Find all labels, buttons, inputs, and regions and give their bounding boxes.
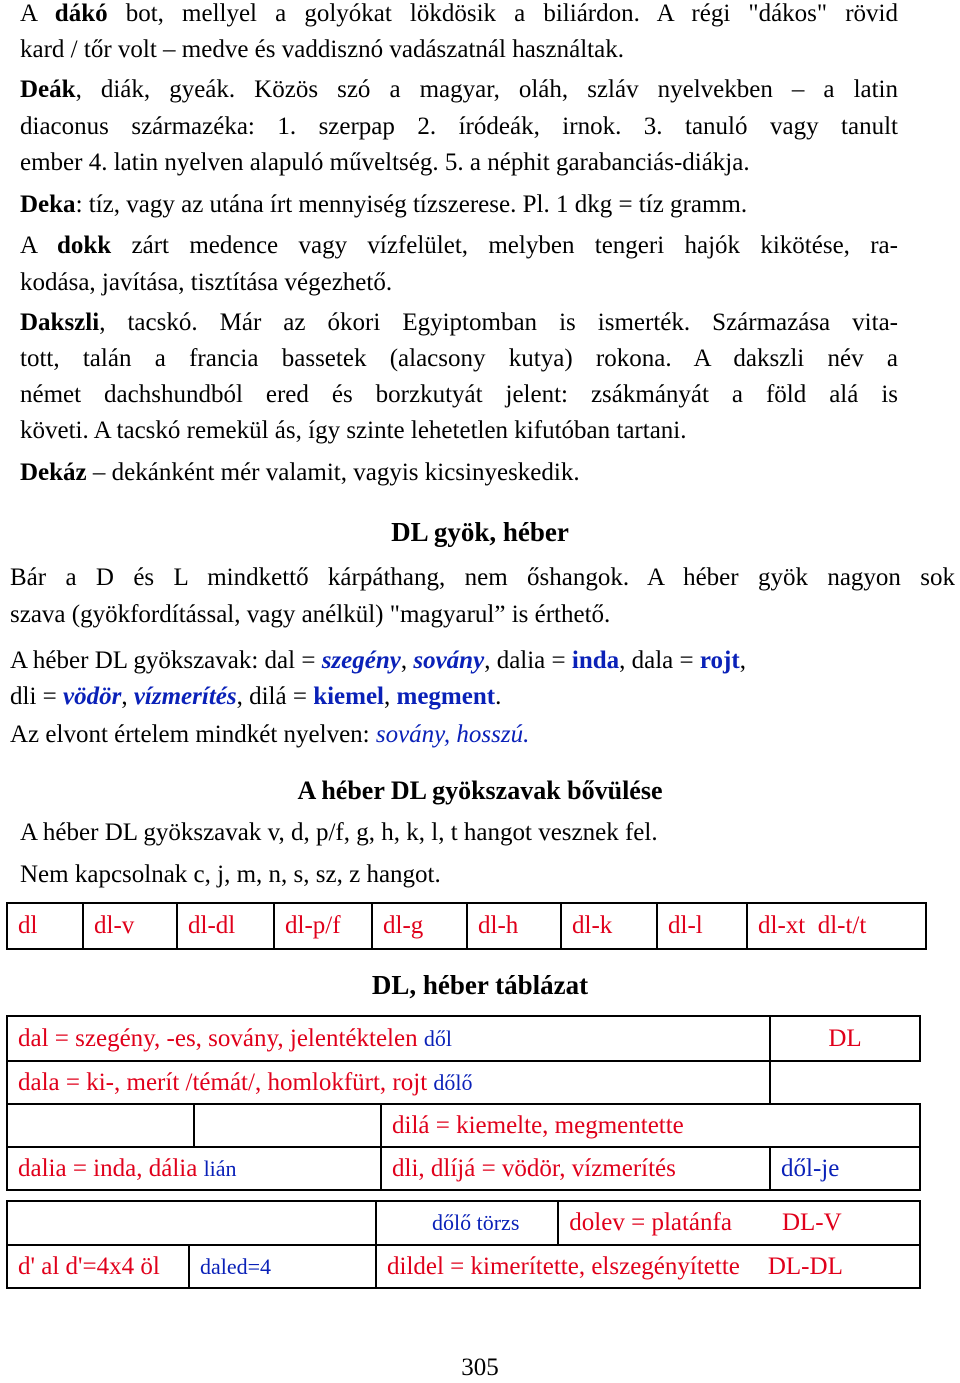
table-row	[7, 1147, 920, 1190]
table-heading: DL, héber táblázat	[371, 970, 589, 1000]
table-cell-empty	[194, 1104, 381, 1147]
page-number: 305	[461, 1354, 499, 1381]
word-vodor: vödör	[63, 683, 122, 710]
table-cell: dala = ki-, merít /témát/, homlokfürt, rojt dőlő	[7, 1061, 770, 1104]
table-cell: d' al d'=4x4 öl	[7, 1245, 189, 1288]
small-gloss: dőlő törzs	[432, 1210, 520, 1235]
root-cell: dl-dl	[177, 903, 274, 949]
deak-line-2: diaconus származéka: 1. szerpap 2. íródeák, irnok. 3. tanuló vagy tanult	[20, 113, 898, 140]
root-cell: dl	[7, 903, 83, 949]
word-megment: megment	[396, 683, 496, 710]
word-kiemel: kiemel	[313, 683, 385, 710]
root-cell: dl-p/f	[274, 903, 372, 949]
dl-table-2	[6, 1200, 921, 1289]
root-words-line-1: A héber DL gyökszavak: dal = szegény, sovány, dalia = inda, dala = rojt,	[10, 647, 746, 674]
extension-line-1: A héber DL gyökszavak v, d, p/f, g, h, k, l, t hangot vesznek fel.	[20, 819, 658, 846]
table-cell	[376, 1201, 558, 1245]
table-cell-empty	[7, 1201, 376, 1245]
small-gloss: dőlő	[433, 1069, 473, 1095]
deka-line: Deka: tíz, vagy az utána írt mennyiség tízszerese. Pl. 1 dkg = tíz gramm.	[20, 191, 748, 218]
word-inda: inda	[571, 647, 620, 674]
dekaz-line: Dekáz – dekánként mér valamit, vagyis kicsinyeskedik.	[20, 459, 580, 486]
table-cell-empty	[7, 1104, 194, 1147]
root-variants-row	[7, 903, 926, 949]
table-row	[7, 1104, 920, 1147]
section-heading-dl: DL gyök, héber	[391, 517, 569, 547]
table-cell: DL	[770, 1016, 920, 1061]
root-words-line-2: dli = vödör, vízmerítés, dilá = kiemel, megment.	[10, 683, 502, 710]
small-gloss: lián	[203, 1155, 237, 1181]
term-deka: Deka	[20, 191, 76, 218]
dakszli-line-3: német dachshundból ered és borzkutyát jelent: zsákmányát a föld alá is	[20, 381, 898, 408]
table-cell	[770, 1147, 920, 1190]
table-cell: dolev = platánfa DL-V	[558, 1201, 920, 1245]
word-rojt: rojt	[699, 647, 740, 674]
section-heading-extension: A héber DL gyökszavak bővülése	[297, 776, 663, 805]
table-cell: dilá = kiemelte, megmentette	[381, 1104, 920, 1147]
dakszli-line-4: követi. A tacskó remekül ás, így szinte lehetetlen kifutóban tartani.	[20, 417, 687, 444]
small-gloss: dől-je	[781, 1154, 840, 1182]
intro-line-2: szava (gyökfordítással, vagy anélkül) "magyarul” is érthető.	[10, 601, 611, 628]
dako-line-1: A dákó bot, mellyel a golyókat lökdösik a biliárdon. A régi "dákos" rövid	[20, 0, 898, 27]
term-dokk: dokk	[57, 232, 112, 259]
term-dekaz: Dekáz	[20, 459, 87, 486]
small-gloss: daled=4	[200, 1253, 272, 1279]
table-cell: dli, dlíjá = vödör, vízmerítés	[381, 1147, 770, 1190]
dakszli-line-2: tott, talán a francia bassetek (alacsony kutya) rokona. A dakszli név a	[20, 345, 898, 372]
root-cell: dl-k	[561, 903, 657, 949]
root-cell: dl-v	[83, 903, 177, 949]
deak-line-1: Deák, diák, gyeák. Közös szó a magyar, oláh, szláv nyelvekben – a latin	[20, 76, 898, 103]
root-variants-table	[6, 902, 927, 950]
deak-line-3: ember 4. latin nyelven alapuló műveltség. 5. a néphit garabanciás-diákja.	[20, 149, 750, 176]
table-row	[7, 1016, 920, 1061]
word-sovany: sovány	[413, 647, 485, 674]
term-dako: dákó	[54, 0, 108, 27]
table-row	[7, 1201, 920, 1245]
table-cell: dildel = kimerítette, elszegényítette DL-DL	[376, 1245, 920, 1288]
root-cell: dl-l	[657, 903, 747, 949]
dokk-line-2: kodása, javítása, tisztítása végezhető.	[20, 269, 393, 296]
small-gloss: dől	[423, 1025, 452, 1051]
abstract-meaning-value: sovány, hosszú.	[375, 721, 530, 748]
extension-line-2: Nem kapcsolnak c, j, m, n, s, sz, z hangot.	[20, 861, 441, 888]
table-row	[7, 1061, 920, 1104]
word-vizmerites: vízmerítés	[133, 683, 237, 710]
root-cell: dl-xt dl-t/t	[747, 903, 926, 949]
dokk-line-1: A dokk zárt medence vagy vízfelület, melyben tengeri hajók kikötése, ra-	[20, 232, 898, 259]
table-cell: dal = szegény, -es, sovány, jelentéktelen dől	[7, 1016, 770, 1061]
term-dakszli: Dakszli	[20, 309, 100, 336]
root-cell: dl-h	[467, 903, 561, 949]
dako-line-2: kard / tőr volt – medve és vaddisznó vadászatnál használtak.	[20, 36, 624, 63]
table-row	[7, 1245, 920, 1288]
intro-line-1: Bár a D és L mindkettő kárpáthang, nem őshangok. A héber gyök nagyon sok	[10, 564, 955, 591]
word-szegeny: szegény	[321, 647, 401, 674]
table-cell	[189, 1245, 376, 1288]
table-cell: dalia = inda, dália lián	[7, 1147, 381, 1190]
term-deak: Deák	[20, 76, 76, 103]
root-cell: dl-g	[372, 903, 467, 949]
dakszli-line-1: Dakszli, tacskó. Már az ókori Egyiptomban is ismerték. Származása vita-	[20, 309, 898, 336]
abstract-meaning-line: Az elvont értelem mindkét nyelven: sovány, hosszú.	[10, 721, 530, 748]
table-cell-empty	[770, 1061, 920, 1104]
dl-table-1	[6, 1015, 921, 1191]
